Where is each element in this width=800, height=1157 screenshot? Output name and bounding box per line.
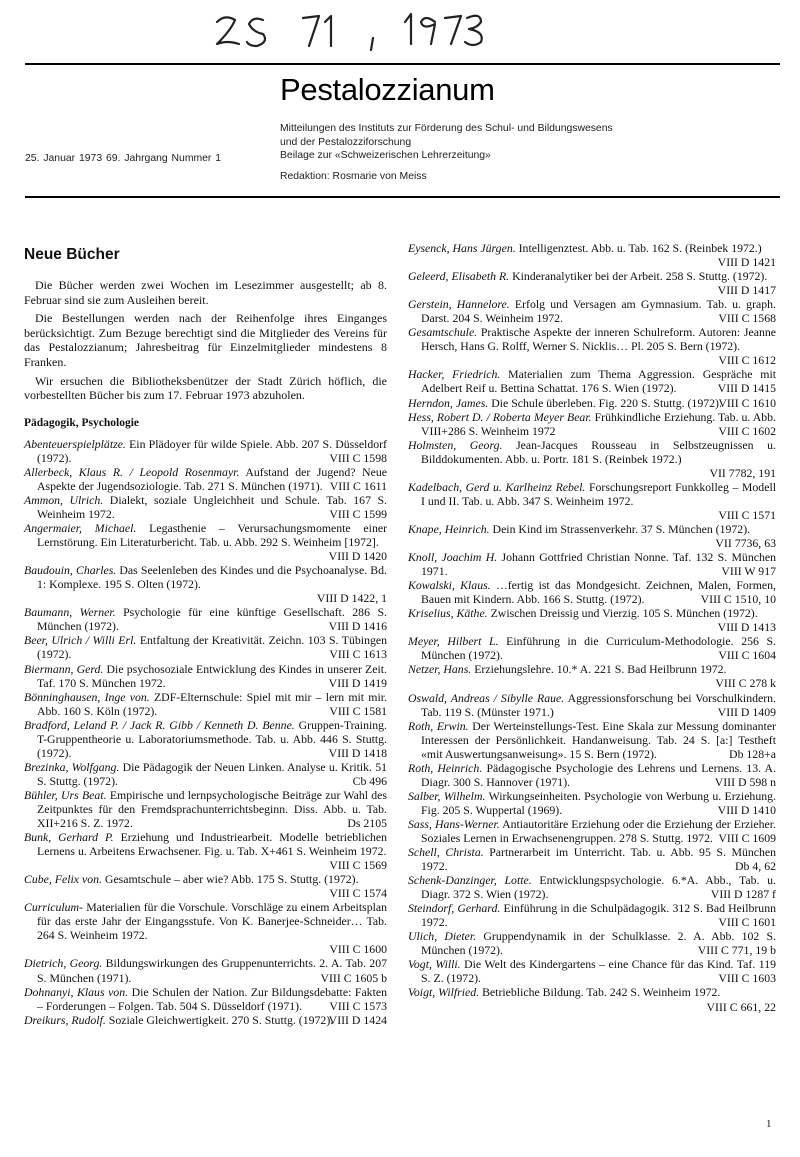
entry-text: Soziale Gleichwertigkeit. 270 S. Stuttg. (1972). bbox=[108, 1012, 334, 1027]
entry-text: Antiautoritäre Erziehung oder die Erziehung der Erzieher. Soziales Lernen in Erwachsenengruppen. 278 S. Stuttg. 1972. bbox=[421, 816, 776, 845]
entry-signature: VIII C 1603 bbox=[718, 971, 776, 986]
masthead-bottom-rule bbox=[25, 196, 780, 198]
bibliography-entry bbox=[408, 297, 776, 325]
entry-text: Die Schulen der Nation. Zur Bildungsdebatte: Fakten – Forderungen – Folgen. Tab. 504 S. Düsseldorf (1971). bbox=[37, 984, 387, 1013]
entry-signature: VIII C 1571 bbox=[718, 507, 776, 522]
entry-author: Hess, Robert D. / Roberta Meyer Bear. bbox=[408, 409, 592, 424]
entry-signature: VIII D 1415 bbox=[717, 381, 776, 396]
entry-text: Dein Kind im Strassenverkehr. 37 S. München (1972). bbox=[492, 521, 751, 536]
entry-text: Gruppen-Training. T-Gruppentheorie u. Laboratoriumsmethode. Tab. u. Abb. 446 S. Stuttg. (1972). bbox=[37, 717, 387, 760]
entry-text: Die psychosoziale Entwicklung des Kindes in unserer Zeit. Taf. 170 S. München 1972. bbox=[37, 661, 388, 690]
bibliography-entry bbox=[408, 550, 776, 578]
entry-signature: VIII D 1413 bbox=[717, 620, 776, 635]
entry-author: Dreikurs, Rudolf. bbox=[24, 1012, 106, 1027]
entry-signature: VIII D 1420 bbox=[328, 549, 387, 564]
bibliography-entry bbox=[408, 691, 776, 719]
bibliography-entry bbox=[24, 605, 387, 633]
bibliography-entry bbox=[408, 634, 776, 662]
masthead-info-line: und der Pestalozziforschung bbox=[280, 136, 412, 148]
entry-author: Vogt, Willi. bbox=[408, 957, 461, 972]
entry-author: Hacker, Friedrich. bbox=[408, 367, 501, 382]
entry-text: Zwischen Dreissig und Vierzig. 105 S. München (1972). bbox=[490, 606, 758, 621]
entry-signature: VIII C 278 k bbox=[715, 676, 776, 691]
bibliography-entry bbox=[24, 1013, 387, 1027]
entry-signature: Cb 496 bbox=[352, 773, 387, 788]
entry-author: Kriselius, Käthe. bbox=[408, 606, 488, 621]
entry-author: Kadelbach, Gerd u. Karlheinz Rebel. bbox=[408, 479, 586, 494]
bibliography-entry bbox=[24, 437, 387, 465]
entry-signature: VIII C 1510, 10 bbox=[700, 592, 776, 607]
entry-text: Die Schule überleben. Fig. 220 S. Stuttg. (1972). bbox=[491, 395, 722, 410]
entry-text: Bildungswirkungen des Gruppenunterrichts. 2. A. Tab. 207 S. München (1971). bbox=[37, 956, 387, 985]
bibliography-entry bbox=[408, 929, 776, 957]
entry-author: Biermann, Gerd. bbox=[24, 661, 104, 676]
entry-author: Netzer, Hans. bbox=[408, 662, 472, 677]
bibliography-entry bbox=[24, 718, 387, 760]
entry-signature: Db 128+a bbox=[729, 746, 776, 761]
entry-text: Materialien für die Vorschule. Vorschläge zu einem Arbeitsplan für das erste Jahr der Eingangsstufe. Von K. Banerjee-Schneider… Tab. 264 S. Weinheim 1972. bbox=[37, 900, 387, 943]
bibliography-entry bbox=[24, 465, 387, 493]
entry-author: Eysenck, Hans Jürgen. bbox=[408, 241, 516, 255]
entry-text: Dialekt, soziale Ungleichheit und Schule. Tab. 167 S. Weinheim 1972. bbox=[37, 492, 387, 521]
entry-author: Roth, Erwin. bbox=[408, 718, 469, 733]
entry-author: Salber, Wilhelm. bbox=[408, 788, 486, 803]
entry-text: Das Seelenleben des Kindes und die Psychoanalyse. Bd. 1: Komplexe. 195 S. Olten (1972). bbox=[37, 563, 388, 592]
section-title: Neue Bücher bbox=[24, 246, 120, 263]
entry-author: Bunk, Gerhard P. bbox=[24, 830, 114, 845]
bibliography-entry bbox=[24, 956, 387, 984]
entry-signature: VIII C 661, 22 bbox=[706, 999, 776, 1014]
entry-text: Aggressionsforschung bei Vorschulkindern. Tab. 119 S. (Münster 1971.) bbox=[421, 690, 776, 719]
right-column bbox=[408, 241, 776, 1014]
left-entry-list bbox=[24, 437, 387, 1027]
entry-signature: VIII C 1581 bbox=[329, 703, 387, 718]
bibliography-entry bbox=[408, 522, 776, 550]
entry-text: Jean-Jacques Rousseau in Selbstzeugnissen u. Bilddokumenten. Abb. u. Portr. 181 S. (Reinbek 1972.) bbox=[421, 437, 776, 466]
issue-line: 25. Januar 1973 69. Jahrgang Nummer 1 bbox=[25, 153, 222, 164]
handwritten-note-drawing bbox=[205, 2, 505, 56]
bibliography-entry bbox=[24, 633, 387, 661]
entry-signature: VIII C 1599 bbox=[329, 506, 387, 521]
entry-author: Dietrich, Georg. bbox=[24, 956, 103, 971]
entry-text: Die Pädagogik der Neuen Linken. Analyse u. Kritik. 51 S. Stuttg. (1972). bbox=[37, 759, 387, 788]
entry-text: ZDF-Elternschule: Spiel mit mir – lern mit mir. Abb. 160 S. Köln (1972). bbox=[37, 689, 387, 718]
entry-text: Wirkungseinheiten. Psychologie von Werbung u. Erziehung. Fig. 205 S. Wuppertal (1969). bbox=[421, 788, 776, 817]
entry-author: Bühler, Urs Beat. bbox=[24, 787, 107, 802]
bibliography-entry bbox=[24, 900, 387, 956]
bibliography-entry bbox=[408, 410, 776, 438]
entry-signature: VIII D 1287 f bbox=[710, 887, 776, 902]
entry-author: Knoll, Joachim H. bbox=[408, 550, 498, 565]
masthead-info-line: Mitteilungen des Instituts zur Förderung des Schul- und Bildungswesens bbox=[280, 123, 613, 134]
entry-author: Curriculum- bbox=[24, 900, 83, 915]
bibliography-entry bbox=[24, 788, 387, 830]
intro-paragraph: Die Bestellungen werden nach der Reihenfolge ihres Einganges berücksichtigt. Zum Bezuge berechtigt sind die Mitglieder des Vereins für das Pestalozzianum; Jahresbeitrag für Einzelmitglieder mindestens 8 Franken. bbox=[24, 311, 387, 369]
entry-text: Empirische und lernpsychologische Beiträge zur Wahl des Zeitpunktes für den Fremdsprachunterrichtsbeginn. Diss. Abb. u. Tab. XII+216 S. Z. 1972. bbox=[37, 787, 388, 831]
entry-author: Ammon, Ulrich. bbox=[24, 492, 104, 507]
bibliography-entry bbox=[24, 690, 387, 718]
entry-text: Psychologie für eine künftige Gesellschaft. 286 S. München (1972). bbox=[37, 605, 387, 634]
bibliography-entry bbox=[408, 480, 776, 522]
entry-signature: VIII C 1612 bbox=[718, 353, 776, 368]
entry-signature: VIII D 1419 bbox=[328, 675, 387, 690]
entry-author: Knape, Heinrich. bbox=[408, 521, 490, 536]
entry-text: Entwicklungspsychologie. 6.*A. Abb., Tab. u. Diagr. 372 S. Wien (1972). bbox=[421, 873, 776, 902]
entry-author: Kowalski, Klaus. bbox=[408, 578, 491, 593]
entry-signature: VIII C 1568 bbox=[718, 311, 776, 326]
entry-text: Pädagogische Psychologie des Lehrens und Lernens. 13. A. Diagr. 300 S. Hannover (1971). bbox=[421, 760, 777, 789]
entry-author: Angermaier, Michael. bbox=[24, 521, 137, 536]
masthead-title: Pestalozzianum bbox=[280, 72, 495, 107]
masthead-editor: Redaktion: Rosmarie von Meiss bbox=[280, 170, 427, 182]
entry-author: Geleerd, Elisabeth R. bbox=[408, 269, 510, 284]
bibliography-entry bbox=[408, 269, 776, 297]
entry-signature: VIII D 1422, 1 bbox=[316, 591, 387, 606]
bibliography-entry bbox=[24, 662, 387, 690]
entry-signature: VIII D 1416 bbox=[328, 619, 387, 634]
entry-signature: VIII C 1569 bbox=[329, 858, 387, 873]
entry-text: Materialien zum Thema Aggression. Gespräche mit Adelbert Reif u. Bettina Schattat. 176 S. Wien (1972). bbox=[421, 367, 777, 396]
entry-text: Die Welt des Kindergartens – eine Chance für das Kind. Taf. 119 S. Z. (1972). bbox=[421, 957, 777, 986]
bibliography-entry bbox=[408, 845, 776, 873]
entry-signature: VIII C 1600 bbox=[329, 942, 387, 957]
entry-text: Partnerarbeit im Unterricht. Tab. u. Abb. 95 S. München 1972. bbox=[421, 845, 777, 874]
entry-author: Voigt, Wilfried. bbox=[408, 985, 480, 1000]
entry-author: Dohnanyi, Klaus von. bbox=[24, 984, 129, 999]
page-number: 1 bbox=[766, 1118, 772, 1130]
entry-text: …fertig ist das Mondgesicht. Zeichnen, Malen, Formen, Bauen mit Kindern. Abb. 166 S. Stuttg. (1972). bbox=[421, 578, 776, 607]
entry-author: Sass, Hans-Werner. bbox=[408, 816, 500, 831]
bibliography-entry bbox=[24, 830, 387, 872]
masthead-top-rule bbox=[25, 63, 780, 65]
entry-author: Baumann, Werner. bbox=[24, 605, 116, 620]
entry-text: Praktische Aspekte der inneren Schulreform. Autoren: Jeanne Hersch, Hans G. Rolff, Werner S. Nicklis… Pl. 205 S. Bern (1972). bbox=[421, 325, 776, 354]
bibliography-entry bbox=[408, 241, 776, 269]
bibliography-entry bbox=[408, 957, 776, 985]
entry-text: Legasthenie – Verursachungsmomente einer Lernstörung. Ein Literaturbericht. Tab. u. Abb. 292 S. Weinheim [1972]. bbox=[37, 521, 388, 550]
entry-text: Entfaltung der Kreativität. Zeichn. 103 S. Tübingen (1972). bbox=[37, 633, 387, 662]
right-entry-list bbox=[408, 241, 776, 1014]
bibliography-entry bbox=[24, 985, 387, 1013]
entry-text: Gruppendynamik in der Schulklasse. 2. A. Abb. 102 S. München (1972). bbox=[421, 929, 777, 958]
bibliography-entry bbox=[408, 438, 776, 480]
entry-author: Schell, Christa. bbox=[408, 845, 484, 860]
entry-signature: VIII D 1424 bbox=[328, 1012, 387, 1027]
entry-text: Gesamtschule – aber wie? Abb. 175 S. Stuttg. (1972). bbox=[104, 872, 359, 887]
entry-text: Ein Plädoyer für wilde Spiele. Abb. 207 S. Düsseldorf (1972). bbox=[37, 436, 387, 465]
bibliography-entry bbox=[24, 563, 387, 605]
entry-signature: VIII C 1611 bbox=[329, 478, 387, 493]
subsection-title: Pädagogik, Psychologie bbox=[24, 416, 140, 429]
entry-signature: VIII C 1604 bbox=[718, 648, 776, 663]
bibliography-entry bbox=[408, 606, 776, 634]
entry-text: Johann Gottfried Christian Nonne. Taf. 132 S. München 1971. bbox=[421, 550, 776, 579]
entry-author: Brezinka, Wolfgang. bbox=[24, 759, 120, 774]
bibliography-entry bbox=[408, 578, 776, 606]
left-column bbox=[24, 244, 387, 1027]
entry-signature: VIII D 1417 bbox=[717, 283, 776, 298]
entry-author: Steindorf, Gerhard. bbox=[408, 901, 501, 916]
bibliography-entry bbox=[24, 521, 387, 563]
entry-signature: VIII C 1609 bbox=[718, 830, 776, 845]
entry-signature: Ds 2105 bbox=[347, 816, 387, 831]
entry-signature: VIII C 771, 19 b bbox=[697, 943, 776, 958]
entry-author: Gesamtschule. bbox=[408, 325, 478, 340]
entry-author: Bradford, Leland P. / Jack R. Gibb / Kenneth D. Benne. bbox=[24, 717, 295, 732]
entry-text: Kinderanalytiker bei der Arbeit. 258 S. Stuttg. (1972). bbox=[512, 269, 768, 284]
entry-signature: VIII C 1605 b bbox=[320, 970, 387, 985]
entry-text: Intelligenztest. Abb. u. Tab. 162 S. (Reinbek 1972.) bbox=[518, 241, 762, 255]
entry-signature: VIII W 917 bbox=[721, 564, 776, 579]
bibliography-entry bbox=[408, 662, 776, 690]
bibliography-entry bbox=[24, 493, 387, 521]
bibliography-entry bbox=[408, 817, 776, 845]
entry-author: Roth, Heinrich. bbox=[408, 760, 483, 775]
entry-author: Gerstein, Hannelore. bbox=[408, 297, 510, 312]
entry-author: Bönninghausen, Inge von. bbox=[24, 689, 150, 704]
entry-signature: VII 7736, 63 bbox=[715, 535, 776, 550]
entry-signature: VIII C 1601 bbox=[718, 915, 776, 930]
entry-text: Erziehung und Industriearbeit. Modelle betrieblichen Lernens u. Arbeitens Erwachsener. Fig. u. Tab. X+461 S. Weinheim 1972. bbox=[37, 830, 388, 859]
entry-signature: VIII D 1421 bbox=[717, 255, 776, 270]
entry-signature: Db 4, 62 bbox=[735, 859, 776, 874]
entry-signature: VIII D 1409 bbox=[717, 704, 776, 719]
entry-text: Aufstand der Jugend? Neue Aspekte der Jugendsoziologie. Tab. 271 S. München (1971). bbox=[37, 464, 387, 493]
bibliography-entry bbox=[408, 873, 776, 901]
entry-signature: VIII C 1598 bbox=[329, 450, 387, 465]
entry-author: Allerbeck, Klaus R. / Leopold Rosenmayr. bbox=[24, 464, 240, 479]
bibliography-entry bbox=[408, 396, 776, 410]
bibliography-entry bbox=[408, 719, 776, 761]
entry-author: Herndon, James. bbox=[408, 395, 489, 410]
entry-author: Schenk-Danzinger, Lotte. bbox=[408, 873, 532, 888]
bibliography-entry bbox=[24, 760, 387, 788]
bibliography-entry bbox=[408, 789, 776, 817]
entry-text: Forschungsreport Funkkolleg – Modell I und II. Tab. u. Abb. 347 S. Weinheim 1972. bbox=[421, 479, 776, 508]
entry-signature: VIII C 1610 bbox=[718, 395, 776, 410]
entry-author: Baudouin, Charles. bbox=[24, 563, 117, 578]
bibliography-entry bbox=[408, 325, 776, 367]
entry-signature: VIII D 1418 bbox=[328, 745, 387, 760]
entry-text: Frühkindliche Erziehung. Tab. u. Abb. VIII+286 S. Weinheim 1972 bbox=[421, 409, 777, 438]
entry-signature: VIII C 1574 bbox=[329, 886, 387, 901]
entry-text: Betriebliche Bildung. Tab. 242 S. Weinheim 1972. bbox=[482, 985, 721, 1000]
entry-author: Abenteuerspielplätze. bbox=[24, 436, 126, 451]
entry-signature: VIII C 1573 bbox=[329, 998, 387, 1013]
entry-author: Cube, Felix von. bbox=[24, 872, 102, 887]
intro-paragraph: Die Bücher werden zwei Wochen im Lesezimmer ausgestellt; ab 8. Februar sind sie zum Ausleihen bereit. bbox=[24, 278, 387, 307]
entry-text: Erfolg und Versagen am Gymnasium. Tab. u. graph. Darst. 204 S. Weinheim 1972. bbox=[421, 297, 776, 326]
entry-signature: VIII C 1602 bbox=[718, 423, 776, 438]
bibliography-entry bbox=[24, 872, 387, 900]
entry-author: Holmsten, Georg. bbox=[408, 437, 503, 452]
entry-text: Der Werteinstellungs-Test. Eine Skala zur Messung dominanter Interessen der Persönlichkeit. Handanweisung. Tab. 24 S. [a:] Testheft «mit Auswertungsanweisung». 15 S. Bern (1972). bbox=[421, 718, 776, 761]
masthead-info bbox=[280, 122, 760, 183]
entry-signature: VIII D 598 n bbox=[714, 774, 776, 789]
entry-signature: VII 7782, 191 bbox=[709, 465, 776, 480]
entry-author: Meyer, Hilbert L. bbox=[408, 634, 499, 649]
handwritten-note bbox=[205, 2, 505, 56]
masthead-info-line: Beilage zur «Schweizerischen Lehrerzeitung» bbox=[280, 150, 491, 161]
section-intro bbox=[24, 278, 387, 403]
intro-paragraph: Wir ersuchen die Bibliotheksbenützer der Stadt Zürich höflich, die vorbestellten Bücher bis zum 17. Februar 1973 abzuholen. bbox=[24, 373, 387, 403]
bibliography-entry bbox=[408, 985, 776, 1013]
entry-signature: VIII D 1410 bbox=[717, 802, 776, 817]
entry-author: Ulich, Dieter. bbox=[408, 929, 477, 944]
bibliography-entry bbox=[408, 761, 776, 789]
entry-text: Einführung in die Curriculum-Methodologie. 256 S. München (1972). bbox=[421, 634, 776, 663]
entry-author: Beer, Ulrich / Willi Erl. bbox=[24, 633, 137, 648]
entry-text: Einführung in die Schulpädagogik. 312 S. Bad Heilbrunn 1972. bbox=[421, 901, 776, 930]
entry-signature: VIII C 1613 bbox=[329, 647, 387, 662]
bibliography-entry bbox=[408, 367, 776, 395]
bibliography-entry bbox=[408, 901, 776, 929]
entry-author: Oswald, Andreas / Sibylle Raue. bbox=[408, 690, 565, 705]
entry-text: Erziehungslehre. 10.* A. 221 S. Bad Heilbrunn 1972. bbox=[474, 662, 727, 677]
